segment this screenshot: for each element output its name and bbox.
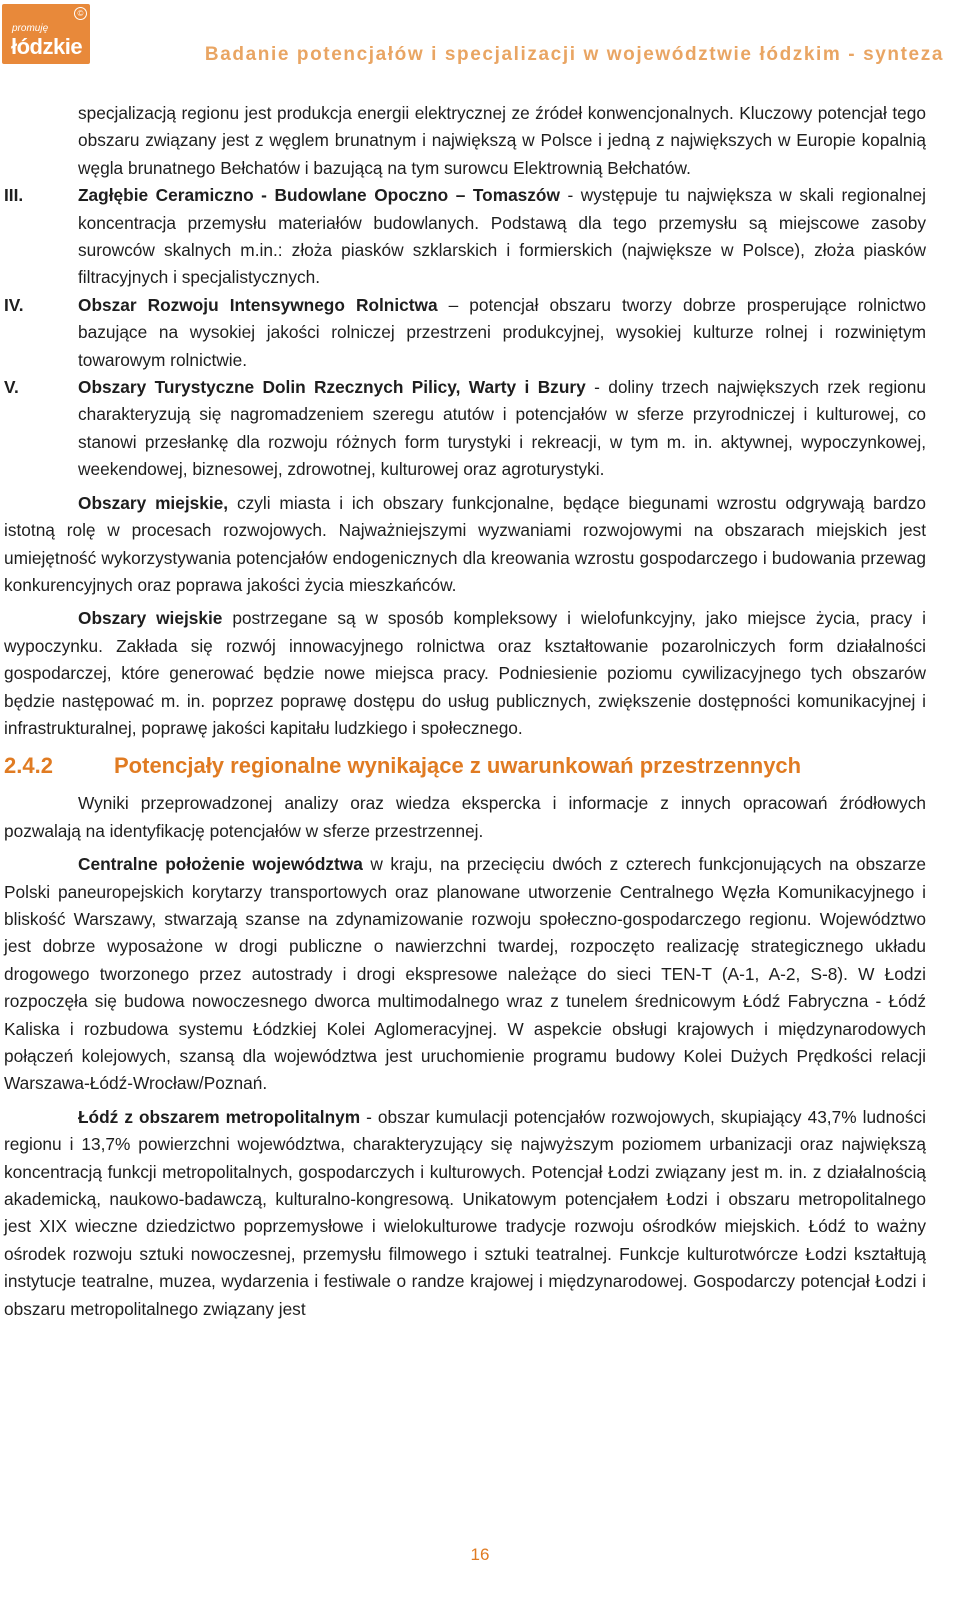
paragraph-text: Wyniki przeprowadzonej analizy oraz wiedza ekspercka i informacje z innych opracowań źródłowych pozwalają na identyfikację potencjałów w sferze przestrzennej. bbox=[4, 793, 926, 841]
page-number: 16 bbox=[470, 1545, 490, 1564]
paragraph-lead: Obszary wiejskie bbox=[78, 608, 223, 629]
document-header-title: Badanie potencjałów i specjalizacji w województwie łódzkim - synteza bbox=[204, 44, 944, 65]
list-item-2-continuation bbox=[4, 100, 926, 182]
paragraph-text: czyli miasta i ich obszary funkcjonalne, będące biegunami wzrostu odgrywają bardzo istotną rolę w procesach rozwojowych. Najważniejszymi wyzwaniami rozwojowymi na obszarach miejskich jest umiejętność wykorzystywania potencjałów endogenicznych dla kreowania wzrostu gospodarczego i budowania przewag konkurencyjnych oraz poprawa jakości życia mieszkańców. bbox=[4, 492, 927, 595]
paragraph-lead: Centralne położenie województwa bbox=[78, 854, 363, 875]
paragraph-lead: Obszary miejskie, bbox=[78, 492, 229, 513]
paragraph-central-location bbox=[4, 851, 926, 1098]
registered-mark: © bbox=[74, 7, 87, 20]
page-content bbox=[4, 100, 926, 1323]
paragraph-rural-areas bbox=[4, 605, 926, 742]
logo-big-text: łódzkie bbox=[11, 34, 83, 59]
list-item-heading: Obszar Rozwoju Intensywnego Rolnictwa bbox=[78, 294, 438, 315]
paragraph-text: w kraju, na przecięciu dwóch z czterech funkcjonujących na obszarze Polski paneuropejskich korytarzy transportowych oraz planowane utworzenie Centralnego Węzła Komunikacyjnego i bliskość Warszawy, stwarzają szanse na zdynamizowanie rozwoju społeczno-gospodarczego regionu. Województwo jest dobrze wyposażone w drogi publiczne o nawierzchni twardej, rozpoczęto realizację strategicznego układu drogowego tworzonego przez autostrady i drogi ekspresowe należące do sieci TEN-T (A-1, A-2, S-8). W Łodzi rozpoczęła się budowa nowoczesnego dworca multimodalnego wraz z tunelem średnicowym Łódź Fabryczna - Łódź Kaliska i rozbudowa systemu Łódzkiej Kolei Aglomeracyjnej. W aspekcie obsługi krajowych i międzynarodowych połączeń kolejowych, szansą dla województwa jest uruchomienie programu budowy Kolei Dużych Prędkości relacji Warszawa-Łódź-Wrocław/Poznań. bbox=[4, 854, 926, 1094]
list-item-4 bbox=[4, 292, 926, 374]
list-item-text: - doliny trzech największych rzek regionu charakteryzują się nagromadzeniem szeregu atutów i potencjałów w sferze przyrodniczej i kulturowej, co stanowi przesłankę dla rozwoju różnych form turystyki i rekreacji, w tym m. in. aktywnej, wypoczynkowej, weekendowej, biznesowej, zdrowotnej, kulturowej oraz agroturystyki. bbox=[78, 377, 926, 480]
list-item-text: specjalizacją regionu jest produkcja energii elektrycznej ze źródeł konwencjonalnych. Kluczowy potencjał tego obszaru związany jest z węglem brunatnym i największą w Polsce i jedną z największych w Europie kopalnią węgla brunatnego Bełchatów i bazującą na tym surowcu Elektrownią Bełchatów. bbox=[78, 103, 926, 178]
paragraph-text: postrzegane są w sposób kompleksowy i wielofunkcyjny, jako miejsce życia, pracy i wypoczynku. Zakłada się rozwój innowacyjnego rolnictwa oraz kształtowanie pozarolniczych form działalności gospodarczej, które generować będzie nowe miejsca pracy. Podniesienie poziomu cywilizacyjnego tych obszarów będzie następować m. in. poprzez poprawę dostępu do usług publicznych, zwiększenie dostępności komunikacyjnej i infrastrukturalnej, poprawę jakości kapitału ludzkiego i społecznego. bbox=[4, 608, 926, 738]
list-item-text: - występuje tu największa w skali regionalnej koncentracja przemysłu materiałów budowlanych. Podstawą dla tego przemysłu są miejscowe zasoby surowców skalnych m.in.: złoża piasków szklarskich i formierskich (największe w Polsce), złoża piasków filtracyjnych i specjalistycznych. bbox=[78, 185, 926, 288]
list-item-3 bbox=[4, 182, 926, 292]
list-numeral: III. bbox=[4, 185, 24, 206]
paragraph-lodz-metropolitan bbox=[4, 1104, 926, 1323]
paragraph-lead: Łódź z obszarem metropolitalnym bbox=[78, 1106, 361, 1127]
logo-small-text: promuję bbox=[12, 23, 49, 34]
section-number: 2.4.2 bbox=[4, 753, 53, 779]
list-item-5 bbox=[4, 374, 926, 484]
section-heading bbox=[4, 750, 926, 782]
paragraph-results bbox=[4, 790, 926, 845]
list-numeral: V. bbox=[4, 377, 19, 398]
promuje-lodzkie-logo bbox=[2, 4, 90, 64]
list-numeral: IV. bbox=[4, 294, 24, 315]
paragraph-text: - obszar kumulacji potencjałów rozwojowych, skupiający 43,7% ludności regionu i 13,7% powierzchni województwa, charakteryzujący się najwyższym poziomem urbanizacji oraz największą koncentracją funkcji metropolitalnych, gospodarczych i kulturowych. Potencjał Łodzi związany jest m. in. z działalnością akademicką, naukowo-badawczą, kulturalno-kongresową. Unikatowym potencjałem Łodzi i obszaru metropolitalnego jest XIX wieczne dziedzictwo poprzemysłowe i wielokulturowe tradycje rozwoju ośrodków miejskich. Łódź to ważny ośrodek rozwoju sztuki nowoczesnej, przemysłu filmowego i sztuki teatralnej. Funkcje kulturotwórcze Łodzi kształtują instytucje teatralne, muzea, wydarzenia i festiwale o randze krajowej i międzynarodowej. Gospodarczy potencjał Łodzi i obszaru metropolitalnego związany jest bbox=[4, 1106, 927, 1319]
list-item-text: – potencjał obszaru tworzy dobrze prosperujące rolnictwo bazujące na wysokiej jakości rolniczej przestrzeni produkcyjnej, wysokiej kulturze rolnej i rozwiniętym towarowym rolnictwie. bbox=[78, 294, 926, 370]
list-item-heading: Zagłębie Ceramiczno - Budowlane Opoczno – Tomaszów bbox=[78, 185, 560, 206]
section-title: Potencjały regionalne wynikające z uwarunkowań przestrzennych bbox=[114, 753, 802, 779]
list-item-heading: Obszary Turystyczne Dolin Rzecznych Pilicy, Warty i Bzury bbox=[78, 377, 586, 398]
paragraph-urban-areas bbox=[4, 490, 926, 600]
